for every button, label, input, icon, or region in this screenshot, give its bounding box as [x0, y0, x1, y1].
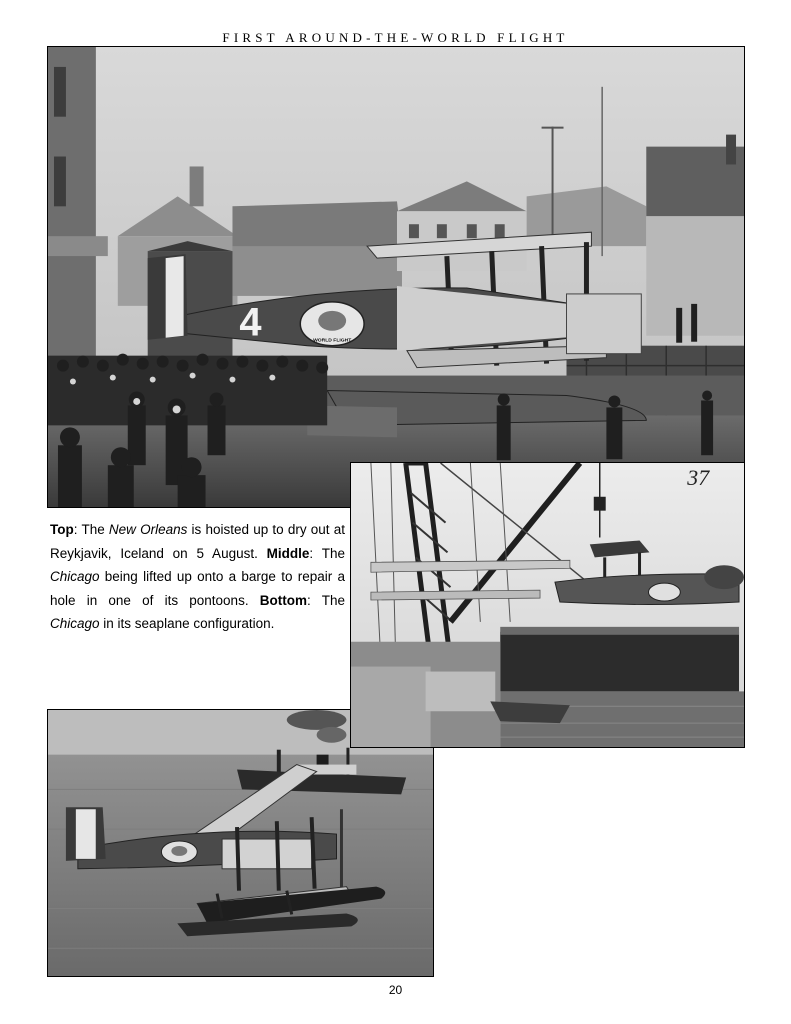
page-number: 20 [388, 983, 403, 997]
photo-chicago-seaplane [47, 709, 434, 977]
caption-top-name: New Orleans [108, 522, 188, 537]
caption-bottom-name: Chicago [50, 616, 100, 631]
plane-number-label: 4 [239, 300, 262, 345]
caption-top-text-2: is hoisted up to dry out at Reykjavik, Iceland on 5 August. [50, 522, 345, 561]
caption-middle-name: Chicago [50, 569, 100, 584]
running-header: FIRST AROUND-THE-WORLD FLIGHT [222, 30, 569, 45]
caption-bottom-text-2: in its seaplane configuration. [99, 616, 275, 631]
photo-bottom-image [48, 710, 433, 976]
caption-middle-text-1: : The [309, 545, 345, 561]
photo-corner-number: 37 [687, 465, 710, 490]
caption-bottom-label: Bottom [259, 592, 308, 608]
photo-top-image [48, 47, 744, 507]
photo-new-orleans-reykjavik [47, 46, 745, 508]
caption-bottom-text-1: : The [307, 592, 345, 608]
caption-top-text-1: : The [73, 522, 109, 537]
caption-top-label: Top [50, 522, 74, 537]
photo-chicago-barge [350, 462, 745, 748]
caption-middle-text-2: being lifted up onto a barge to repair a hole in one of its pontoons. [50, 569, 345, 608]
caption-paragraph [50, 518, 345, 636]
photo-middle-image [351, 463, 744, 747]
caption-middle-label: Middle [266, 545, 310, 561]
photo-caption [47, 508, 349, 708]
emblem-label: WORLD FLIGHT [313, 337, 352, 344]
